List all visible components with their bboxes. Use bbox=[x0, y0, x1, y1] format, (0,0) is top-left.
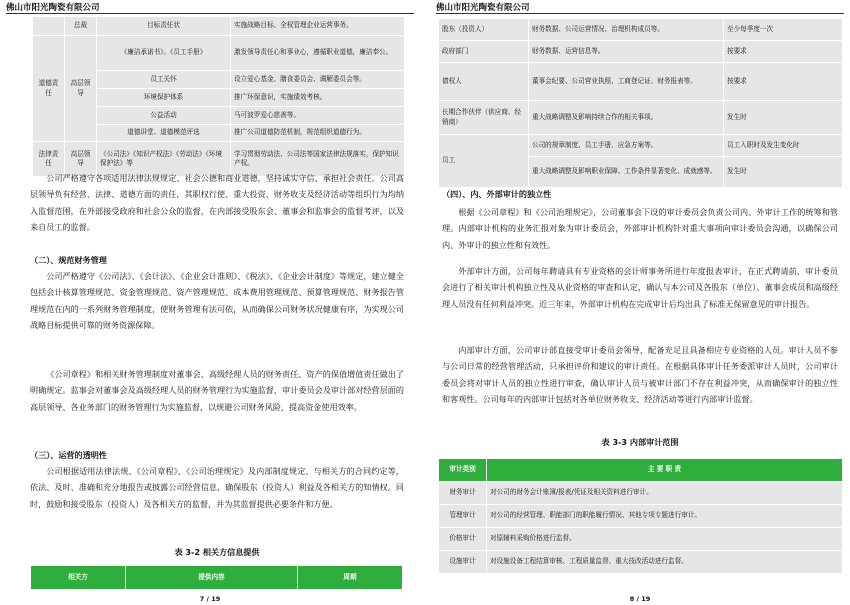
column-header: 主 要 职 责 bbox=[487, 459, 843, 482]
table-row bbox=[439, 505, 843, 528]
table-cell: 设立爱心基金、膳食委员会、调解委员会等。 bbox=[231, 71, 405, 89]
section-heading: （四）、内、外部审计的独立性 bbox=[442, 189, 552, 199]
column-header: 相关方 bbox=[31, 566, 126, 590]
audit-scope-table bbox=[438, 458, 843, 574]
paragraph: 公司严格遵守《公司法》、《会计法》、《企业会计准则》、《税法》、《企业会计制度》等规定，建立健全包括会计核算管理规范、资金管理规范、资产管理规范、成本费用管理规范、预算管理规范、财务报告管理规范在内的一系列财务管理制度，使财务管理有法可依，从而确保公司财务状况健康有序，为实现公司战略目标提供可靠的财务资源保障。 bbox=[30, 271, 404, 330]
table-cell: 发生时 bbox=[724, 101, 843, 135]
column-header: 提供内容 bbox=[126, 566, 298, 590]
table-row bbox=[439, 101, 843, 135]
paragraph: 内部审计方面，公司审计部直接受审计委员会领导，配备充足且具备相应专业资格的人员。审计人员不参与公司日常的经营管理活动，只承担评价和建议的审计责任。在根据具体审计任务委派审计人员时，公司审计委员会将对审计人员的独立性进行审查，确认审计人员与被审计部门不存在利益冲突，从而确保审计的独立性和客观性。公司每年的内部审计包括对各单位财务收支、经济活动等进行内部审计监督。 bbox=[442, 345, 838, 404]
table-cell: 债权人 bbox=[439, 63, 529, 101]
table-cell: 按要求 bbox=[724, 41, 843, 63]
table-cell: 董事会纪要、公司营业执照、工商登记证、财务报表等。 bbox=[529, 63, 724, 101]
responsibility-table bbox=[32, 16, 405, 177]
page-right bbox=[430, 0, 850, 605]
table-cell: 对公司的经营管理、职能部门的职能履行情况、其他专项专题进行审计。 bbox=[487, 505, 843, 528]
table-cell: 《廉洁承诺书》、《员工手册》 bbox=[97, 36, 231, 71]
table-cell: 推广公司道德防范机制，规范组织道德行为。 bbox=[231, 125, 405, 142]
column-header: 周期 bbox=[298, 566, 403, 590]
table-cell: 道德责任 bbox=[33, 36, 65, 142]
table-caption: 表 3-3 内部审计范围 bbox=[601, 437, 679, 447]
table-cell: 对原辅料采购价格进行监督。 bbox=[487, 528, 843, 551]
table-cell: 股东（投资人） bbox=[439, 19, 529, 41]
table-cell: 马可波罗爱心慈善等。 bbox=[231, 107, 405, 125]
table-cell bbox=[33, 17, 65, 36]
table-row bbox=[439, 63, 843, 101]
table-row bbox=[31, 566, 403, 590]
table-cell: 员工关怀 bbox=[97, 71, 231, 89]
table-cell: 政府部门 bbox=[439, 41, 529, 63]
table-cell: 对公司的财务会计账簿/报表/凭证及相关资料进行审计。 bbox=[487, 482, 843, 505]
table-cell: 长期合作伙伴（供应商、经销商） bbox=[439, 101, 529, 135]
table-cell: 道德讲堂、道德模范评选 bbox=[97, 125, 231, 142]
table-cell: 目标责任状 bbox=[97, 17, 231, 36]
table-cell: 公益活动 bbox=[97, 107, 231, 125]
table-cell: 总裁 bbox=[65, 17, 97, 36]
column-header: 审计类别 bbox=[439, 459, 487, 482]
page-header: 佛山市阳光陶瓷有限公司 bbox=[436, 3, 530, 13]
paragraph: 根据《公司章程》和《公司治理规定》，公司董事会下设的审计委员会负责公司内、外审计工作的统筹和管理。内部审计机构的业务汇报对象为审计委员会，外部审计机构针对重大事项向审计委员会沟通，以确保公司内、外审计的独立性和有效性。 bbox=[442, 207, 838, 250]
table-cell: 推广环保意识，实施绩效考核。 bbox=[231, 89, 405, 107]
page-header: 佛山市阳光陶瓷有限公司 bbox=[6, 3, 100, 13]
header-rule bbox=[6, 13, 414, 14]
table-cell: 环境保护体系 bbox=[97, 89, 231, 107]
table-row bbox=[439, 482, 843, 505]
table-cell: 《公司法》《知识产权法》《劳动法》《环境保护法》等 bbox=[97, 142, 231, 177]
table-row bbox=[439, 41, 843, 63]
table-cell: 法律责任 bbox=[33, 142, 65, 177]
table-row bbox=[33, 17, 405, 36]
table-row bbox=[439, 551, 843, 574]
table-cell: 员工入职时及发生变化时 bbox=[724, 135, 843, 157]
paragraph: 外部审计方面，公司每年聘请具有专业资格的会计师事务所进行年度报表审计，在正式聘请前，审计委员会进行了相关审计机构独立性及从业资格的审查和认定，确认与本公司及各股东（单位）、董事会成员和高级经理人员没有任何利益冲突。近三年来，外部审计机构在完成审计后均出具了标准无保留意见的审计报告。 bbox=[442, 266, 838, 309]
table-cell: 设施审计 bbox=[439, 551, 487, 574]
table-cell: 按要求 bbox=[724, 63, 843, 101]
table-row bbox=[33, 36, 405, 71]
table-cell: 对设施设备工程结算审核、工程质量监督、重大技改活动进行监督。 bbox=[487, 551, 843, 574]
page-number: 7 / 19 bbox=[199, 595, 221, 603]
paragraph: 公司根据适用法律法规、《公司章程》、《公司治理规定》及内部制度规定、与相关方的合同约定等，依法、及时、准确和充分地报告或披露公司经营信息，确保股东（投资人）利益及各相关方的知情权。同时，鼓励和接受股东（投资人）及各相关方的监督，并为其监督提供必要条件和方便。 bbox=[30, 466, 404, 509]
table-cell: 发生时 bbox=[724, 157, 843, 188]
paragraph: 《公司章程》和相关财务管理制度对董事会、高级经理人员的财务责任、资产的保值增值责任做出了明确规定。监事会对董事会及高级经理人员的财务管理行为实施监督，审计委员会及审计部对经营层面的高层领导、各业务部门的财务管理行为实施监督，以规避公司财务风险，提高资金使用效率。 bbox=[30, 369, 404, 412]
table-cell: 学习贯彻劳动法、公司法等国家法律法规落实，保护知识产权。 bbox=[231, 142, 405, 177]
table-cell: 价格审计 bbox=[439, 528, 487, 551]
table-cell: 激发领导责任心和事业心，遵循职业道德，廉洁奉公。 bbox=[231, 36, 405, 71]
table-caption: 表 3-2 相关方信息提供 bbox=[174, 547, 260, 557]
table-cell: 财务数据、运营信息等。 bbox=[529, 41, 724, 63]
table-cell: 重大战略调整及影响持续合作的相关事项。 bbox=[529, 101, 724, 135]
stakeholder-table-header bbox=[30, 565, 403, 590]
page-number: 8 / 19 bbox=[629, 595, 651, 603]
table-cell: 公司的规章制度、员工手册、应急方案等。 bbox=[529, 135, 724, 157]
table-cell: 高层领导 bbox=[65, 142, 97, 177]
table-row bbox=[439, 459, 843, 482]
table-cell: 实施战略目标、全权管理企业运营事务。 bbox=[231, 17, 405, 36]
table-cell: 财务审计 bbox=[439, 482, 487, 505]
table-cell: 重大战略调整及影响职业保障、工作条件显著变化、成就感等。 bbox=[529, 157, 724, 188]
stakeholder-table bbox=[438, 18, 843, 188]
section-heading: （二）、规范财务管理 bbox=[30, 255, 107, 265]
table-row bbox=[439, 528, 843, 551]
table-cell: 员工 bbox=[439, 135, 529, 188]
table-cell: 管理审计 bbox=[439, 505, 487, 528]
paragraph: 公司严格遵守各项适用法律法规规定、社会公德和商业道德，坚持诚实守信、承担社会责任。公司高层领导负有经营、法律、道德方面的责任，其职权行使、重大投资、财务收支及经济活动等组织行为均纳入监督范围，在外部接受政府和社会公众的监督，在内部接受股东会、董事会和监事会的监督考评，以及来自员工的监督。 bbox=[30, 173, 404, 232]
table-row bbox=[439, 135, 843, 157]
section-heading: （三）、运营的透明性 bbox=[30, 450, 107, 460]
table-cell: 高层领导 bbox=[65, 36, 97, 142]
page-left bbox=[0, 0, 420, 605]
table-cell: 至少每季度一次 bbox=[724, 19, 843, 41]
header-rule bbox=[436, 13, 844, 14]
table-row bbox=[439, 19, 843, 41]
table-cell: 财务数据、公司运营情况、治理机构成员等。 bbox=[529, 19, 724, 41]
